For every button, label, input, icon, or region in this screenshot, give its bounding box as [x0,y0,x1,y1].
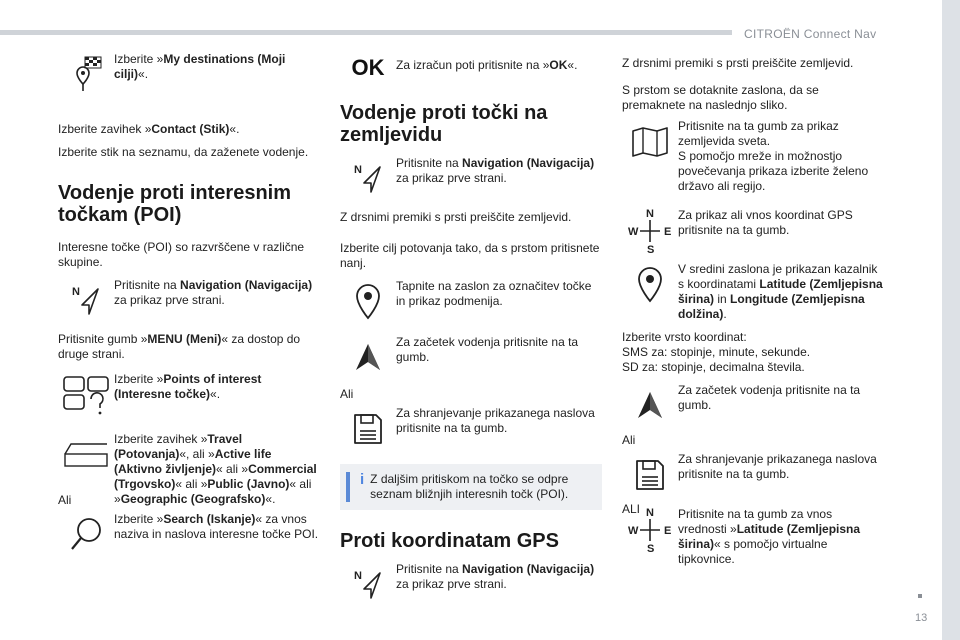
paragraph: S prstom se dotaknite zaslona, da se premaknete na naslednjo sliko. [622,83,819,112]
or-label: ALI [622,502,641,516]
instruction-row [622,507,884,567]
tab-name: Commercial (Trgovsko) [114,462,317,491]
instruction-text: Za prikaz ali vnos koordinat GPS pritisnite na ta gumb. [678,208,853,237]
section-heading: Proti koordinatam GPS [340,530,559,552]
instruction-row [58,372,320,418]
text: V sredini zaslona je prikazan kazalnik s koordinatami [678,262,878,291]
top-rule [0,30,732,35]
instruction-row [622,383,884,429]
page-marker [918,594,922,598]
text: za prikaz prve strani. [396,577,507,591]
or-label: Ali [622,433,636,447]
paragraph [58,122,320,137]
compass-e-label: E [664,226,672,238]
instruction-text: S pomočjo mreže in možnostjo povečevanja prikaza izberite želeno državo ali regijo. [678,149,869,193]
tab-folder-icon [58,432,114,478]
section-heading: Vodenje proti točki na zemljevidu [340,102,548,146]
text: « ali » [114,477,312,506]
text: «. [265,492,276,506]
text: Pritisnite na [114,278,181,292]
info-note [340,464,602,510]
navigation-icon [340,562,396,608]
paragraph: Z drsnimi premiki s prsti preiščite zemljevid. [622,56,854,70]
menu-name: Points of interest (Interesne točke) [114,372,262,401]
button-name: OK [549,58,568,72]
text: « ali » [175,477,208,491]
save-icon [340,406,396,452]
instruction-text: Pritisnite na ta gumb za prikaz zemljevida sveta. [678,119,839,148]
instruction-text: Za shranjevanje prikazanega naslova pritisnite na ta gumb. [678,452,877,481]
instruction-row [340,335,602,381]
menu-name: Search (Iskanje) [163,512,256,526]
paragraph: SD za: stopinje, decimalna števila. [622,360,805,374]
menu-name: Navigation (Navigacija) [180,278,313,292]
paragraph: Izberite cilj potovanja tako, da s prstom pritisnete nanj. [340,241,600,270]
button-name: MENU (Meni) [147,332,222,346]
instruction-row [58,52,320,98]
text: « za vnos naziva in naslova interesne točke POI. [114,512,319,541]
instruction-text: Za začetek vodenja pritisnite na ta gumb. [396,335,579,364]
text: « ali » [216,462,249,476]
compass-n-label: N [646,208,654,220]
instruction-text: Za začetek vodenja pritisnite na ta gumb. [678,383,861,412]
text: Pritisnite gumb » [58,332,148,346]
column-1 [58,52,320,558]
instruction-row [622,262,884,322]
text: Izberite zavihek » [58,122,152,136]
tab-name: Contact (Stik) [151,122,230,136]
text: in [714,292,731,306]
text: «. [210,387,221,401]
ok-button-icon [340,52,396,84]
ok-label: OK [351,55,385,80]
or-label: Ali [340,387,354,401]
paragraph: Izberite stik na seznamu, da zaženete vodenje. [58,145,309,159]
navigation-icon [340,156,396,202]
text: Izberite zavihek » [114,432,208,446]
map-pin-icon [622,262,678,308]
text: Pritisnite na [396,562,463,576]
instruction-row [58,512,320,558]
text: Pritisnite na ta gumb za vnos vrednosti » [678,507,833,536]
compass-e-label: E [664,525,672,537]
compass-s-label: S [647,244,655,255]
start-guidance-icon [622,383,678,429]
text: Za izračun poti pritisnite na » [396,58,550,72]
field-name: Longitude (Zemljepisna dolžina) [678,292,865,321]
navigation-icon [58,278,114,324]
instruction-text: Tapnite na zaslon za označitev točke in prikaz podmenija. [396,279,592,308]
paragraph: Z drsnimi premiki s prsti preiščite zemljevid. [340,210,572,224]
compass-n-label: N [354,164,362,176]
text: Izberite » [114,372,164,386]
field-name: Latitude (Zemljepisna širina) [678,522,861,551]
tab-name: Active life (Aktivno življenje) [114,447,272,476]
menu-name: Navigation (Navigacija) [462,562,595,576]
text: . [723,307,727,321]
instruction-row [340,562,602,608]
text: « za dostop do druge strani. [58,332,301,361]
text: za prikaz prve strani. [114,293,225,307]
compass-w-label: W [628,525,639,537]
compass-n-label: N [354,570,362,582]
compass-w-label: W [628,226,639,238]
compass-s-label: S [647,543,655,554]
menu-name: My destinations (Moji cilji) [114,52,286,81]
instruction-row [340,156,602,202]
header-title: CITROËN Connect Nav [744,27,877,41]
page-number: 13 [915,612,928,624]
paragraph: Interesne točke (POI) so razvrščene v različne skupine. [58,240,305,269]
compass-n-label: N [646,507,654,519]
instruction-row [622,119,884,194]
tab-name: Travel (Potovanja) [114,432,243,461]
tab-name: Public (Javno) [207,477,290,491]
world-map-icon [622,119,678,165]
section-heading: Vodenje proti interesnim točkam (POI) [58,182,291,226]
instruction-row [340,406,602,452]
column-2 [340,52,602,608]
text: Izberite » [114,512,164,526]
instruction-row [340,52,602,84]
paragraph: Izberite vrsto koordinat: [622,330,747,344]
gps-compass-icon [622,507,678,553]
instruction-row [622,452,884,498]
compass-n-label: N [72,286,80,298]
text: za prikaz prve strani. [396,171,507,185]
tab-name: Geographic (Geografsko) [120,492,266,506]
search-icon [58,512,114,558]
map-pin-icon [340,279,396,325]
paragraph [58,332,320,362]
instruction-text: Za shranjevanje prikazanega naslova pritisnite na ta gumb. [396,406,595,435]
note-text: Z daljšim pritiskom na točko se odpre seznam bližnjih interesnih točk (POI). [370,472,569,501]
text: «. [567,58,578,72]
text: «. [138,67,149,81]
instruction-row [58,278,320,324]
text: Pritisnite na [396,156,463,170]
destination-flag-icon [58,52,114,98]
text: Izberite » [114,52,164,66]
coordinate-types [622,330,884,375]
instruction-row [340,279,602,325]
instruction-row [622,208,884,254]
gps-compass-icon [622,208,678,254]
or-label: Ali [58,493,72,507]
menu-name: Navigation (Navigacija) [462,156,595,170]
poi-help-icon [58,372,114,418]
save-icon [622,452,678,498]
text: «, ali » [179,447,215,461]
note-accent-bar [346,472,350,502]
paragraph: SMS za: stopinje, minute, sekunde. [622,345,811,359]
text: « s pomočjo virtualne tipkovnice. [678,537,828,566]
page-side-strip [942,0,960,640]
start-guidance-icon [340,335,396,381]
column-3 [622,52,884,567]
info-icon: i [360,471,365,488]
field-name: Latitude (Zemljepisna širina) [678,277,883,306]
text: «. [229,122,240,136]
